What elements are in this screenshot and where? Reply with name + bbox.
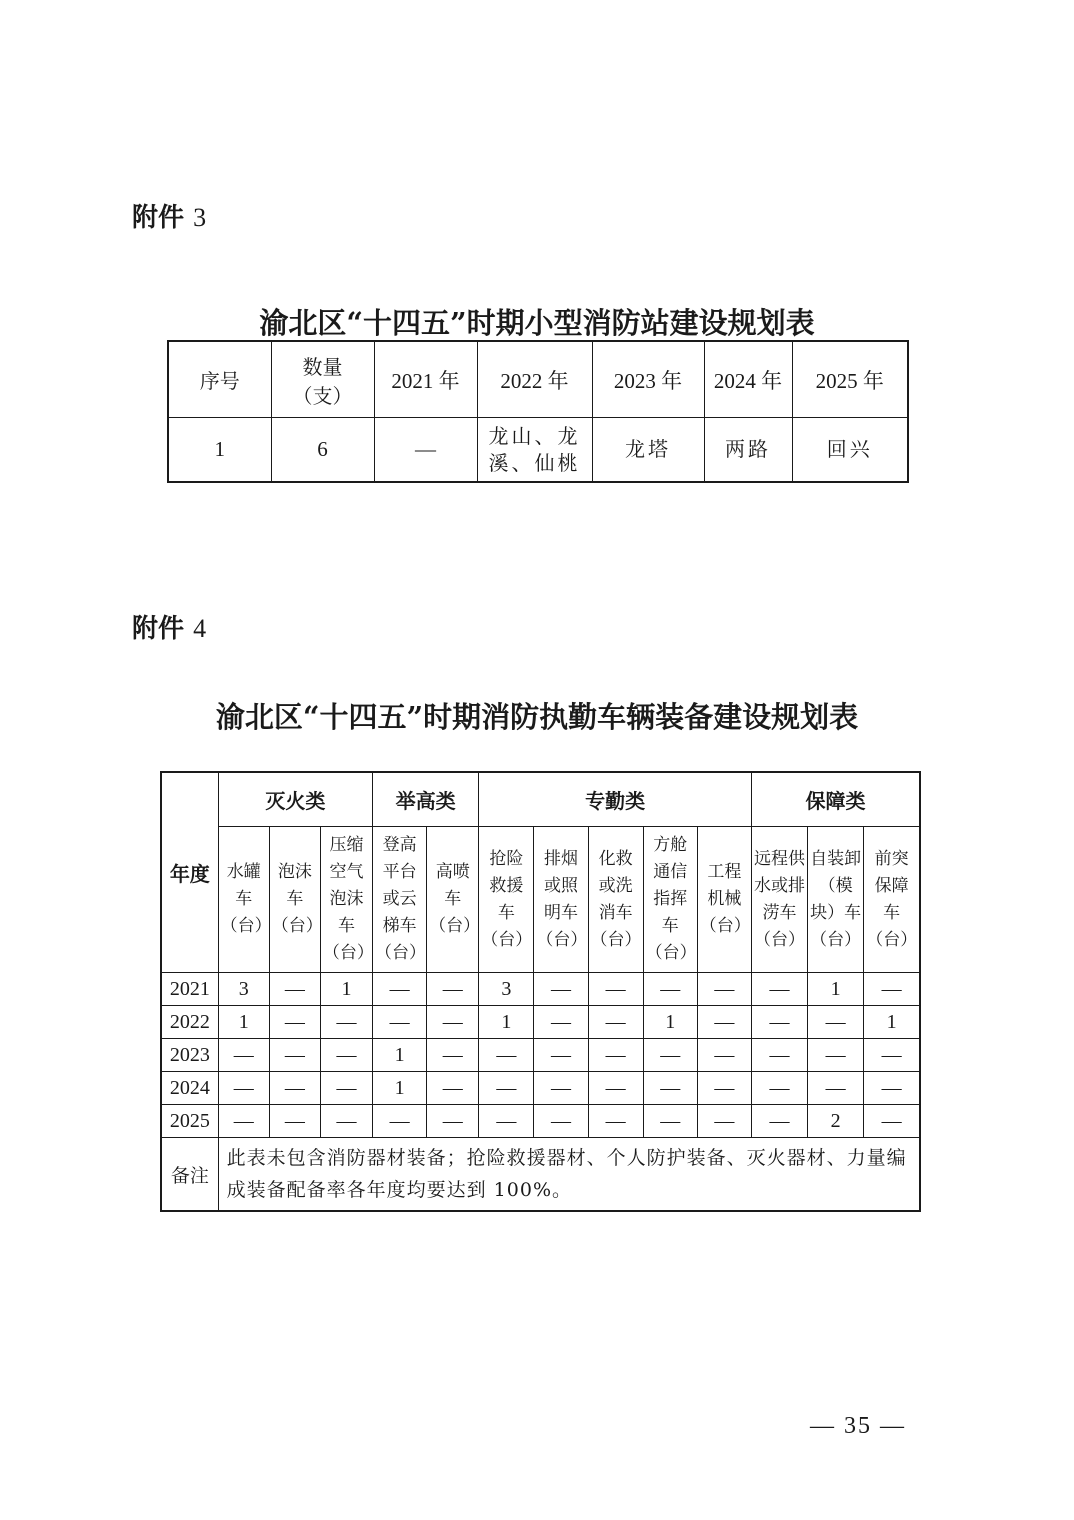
subheader-module-truck: 自装卸（模块）车（台） — [808, 827, 864, 973]
value-cell: — — [697, 973, 751, 1006]
cell-2023: 龙塔 — [592, 418, 704, 483]
subheader-rescue-truck: 抢险救援车（台） — [479, 827, 534, 973]
annex4-label-num: 4 — [193, 614, 207, 643]
subheader-foam-truck: 泡沫车（台） — [269, 827, 320, 973]
value-cell: 2 — [808, 1105, 864, 1138]
value-cell: 1 — [479, 1006, 534, 1039]
value-cell: — — [320, 1039, 372, 1072]
note-row — [161, 1138, 920, 1212]
value-cell: — — [864, 1105, 920, 1138]
note-text: 此表未包含消防器材装备；抢险救援器材、个人防护装备、灭火器材、力量编成装备配备率各年度均要达到 100%。 — [218, 1138, 920, 1212]
subheader-high-spray: 高喷车（台） — [427, 827, 479, 973]
group-header-row — [161, 772, 920, 827]
value-cell: — — [320, 1072, 372, 1105]
value-cell: — — [269, 973, 320, 1006]
value-cell: — — [751, 1039, 807, 1072]
table-row — [161, 1039, 920, 1072]
header-qty-line2: （支） — [292, 383, 353, 408]
cell-2022-line1: 龙山、龙 — [488, 423, 581, 448]
value-cell: — — [218, 1072, 269, 1105]
value-cell: — — [588, 1006, 643, 1039]
value-cell: — — [427, 973, 479, 1006]
group-fire-suppression: 灭火类 — [218, 772, 372, 827]
cell-2025: 回兴 — [792, 418, 908, 483]
value-cell: — — [588, 1039, 643, 1072]
value-cell: — — [269, 1039, 320, 1072]
value-cell: — — [427, 1105, 479, 1138]
value-cell: — — [269, 1105, 320, 1138]
subheader-engineering: 工程机械（台） — [697, 827, 751, 973]
value-cell: — — [534, 1105, 588, 1138]
value-cell: — — [808, 1072, 864, 1105]
value-cell: — — [269, 1072, 320, 1105]
header-year: 年度 — [161, 772, 218, 973]
table-row — [161, 973, 920, 1006]
year-cell: 2024 — [161, 1072, 218, 1105]
header-2021: 2021 年 — [374, 341, 477, 418]
year-cell: 2021 — [161, 973, 218, 1006]
value-cell: 1 — [808, 973, 864, 1006]
value-cell: — — [751, 973, 807, 1006]
value-cell: — — [427, 1039, 479, 1072]
note-label: 备注 — [161, 1138, 218, 1212]
annex3-label-prefix: 附件 — [132, 203, 185, 233]
year-cell: 2023 — [161, 1039, 218, 1072]
table-row — [168, 418, 908, 483]
cell-2022-line2: 溪、仙桃 — [488, 450, 581, 475]
value-cell: 1 — [864, 1006, 920, 1039]
value-cell: 1 — [218, 1006, 269, 1039]
value-cell: — — [864, 1072, 920, 1105]
header-2022: 2022 年 — [477, 341, 592, 418]
annex3-title: 渝北区“十四五”时期小型消防站建设规划表 — [259, 306, 815, 340]
value-cell: — — [373, 973, 427, 1006]
subheader-chem-decon: 化救或洗消车（台） — [588, 827, 643, 973]
group-special-service: 专勤类 — [479, 772, 752, 827]
value-cell: 3 — [218, 973, 269, 1006]
subheader-water-supply: 远程供水或排涝车（台） — [751, 827, 807, 973]
value-cell: — — [320, 1105, 372, 1138]
value-cell: — — [588, 1105, 643, 1138]
value-cell: — — [697, 1105, 751, 1138]
value-cell: — — [751, 1006, 807, 1039]
sub-header-row — [161, 827, 920, 973]
group-aerial: 举高类 — [373, 772, 479, 827]
annex4-title: 渝北区“十四五”时期消防执勤车辆装备建设规划表 — [215, 700, 859, 734]
group-support: 保障类 — [751, 772, 920, 827]
value-cell: — — [643, 1039, 697, 1072]
vehicle-equipment-plan-table — [160, 771, 921, 1212]
value-cell: — — [697, 1039, 751, 1072]
value-cell: — — [534, 1006, 588, 1039]
year-cell: 2025 — [161, 1105, 218, 1138]
cell-2024: 两路 — [704, 418, 792, 483]
page-number: — 35 — — [810, 1413, 906, 1439]
value-cell: — — [643, 1105, 697, 1138]
subheader-cafs-truck: 压缩空气泡沫车（台） — [320, 827, 372, 973]
value-cell: 1 — [320, 973, 372, 1006]
header-qty-line1: 数量 — [302, 354, 343, 379]
subheader-smoke-lighting: 排烟或照明车（台） — [534, 827, 588, 973]
value-cell: 1 — [373, 1039, 427, 1072]
table-row — [161, 1072, 920, 1105]
value-cell: — — [427, 1072, 479, 1105]
value-cell: — — [751, 1105, 807, 1138]
cell-qty: 6 — [271, 418, 374, 483]
value-cell: 1 — [643, 1006, 697, 1039]
table-header-row — [168, 341, 908, 418]
value-cell: 3 — [479, 973, 534, 1006]
subheader-command-truck: 方舱通信指挥车（台） — [643, 827, 697, 973]
subheader-forward-support: 前突保障车（台） — [864, 827, 920, 973]
header-2024: 2024 年 — [704, 341, 792, 418]
subheader-aerial-ladder: 登高平台或云梯车（台） — [373, 827, 427, 973]
table-row — [161, 1006, 920, 1039]
value-cell: — — [697, 1072, 751, 1105]
value-cell: — — [320, 1006, 372, 1039]
value-cell: — — [534, 1039, 588, 1072]
value-cell: — — [269, 1006, 320, 1039]
value-cell: — — [808, 1039, 864, 1072]
header-2023: 2023 年 — [592, 341, 704, 418]
annex4-label — [132, 608, 206, 645]
value-cell: — — [864, 973, 920, 1006]
value-cell: — — [534, 1072, 588, 1105]
value-cell: — — [479, 1039, 534, 1072]
value-cell: — — [479, 1072, 534, 1105]
value-cell: — — [643, 973, 697, 1006]
value-cell: — — [534, 973, 588, 1006]
header-seq: 序号 — [168, 341, 271, 418]
table-row — [161, 1105, 920, 1138]
value-cell: — — [751, 1072, 807, 1105]
header-qty — [271, 341, 374, 418]
subheader-water-tanker: 水罐车（台） — [218, 827, 269, 973]
value-cell: — — [808, 1006, 864, 1039]
value-cell: — — [588, 1072, 643, 1105]
value-cell: 1 — [373, 1072, 427, 1105]
year-cell: 2022 — [161, 1006, 218, 1039]
cell-seq: 1 — [168, 418, 271, 483]
value-cell: — — [643, 1072, 697, 1105]
cell-2022 — [477, 418, 592, 483]
value-cell: — — [373, 1006, 427, 1039]
value-cell: — — [218, 1105, 269, 1138]
annex3-label-num: 3 — [193, 203, 207, 232]
vehicle-table-body — [161, 973, 920, 1138]
fire-station-plan-table — [167, 340, 909, 483]
value-cell: — — [218, 1039, 269, 1072]
value-cell: — — [697, 1006, 751, 1039]
value-cell: — — [479, 1105, 534, 1138]
value-cell: — — [588, 973, 643, 1006]
header-2025: 2025 年 — [792, 341, 908, 418]
value-cell: — — [373, 1105, 427, 1138]
value-cell: — — [864, 1039, 920, 1072]
annex3-label — [132, 197, 206, 234]
cell-2021: — — [374, 418, 477, 483]
annex4-label-prefix: 附件 — [132, 614, 185, 644]
value-cell: — — [427, 1006, 479, 1039]
